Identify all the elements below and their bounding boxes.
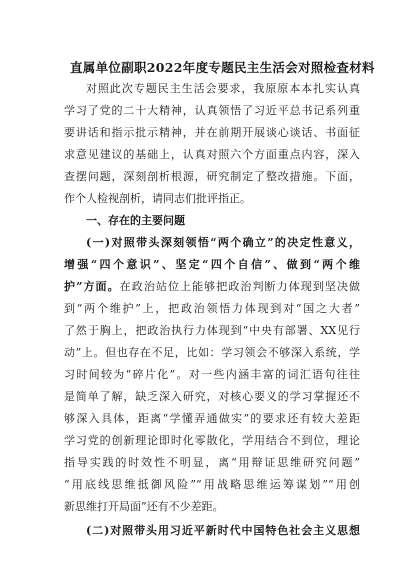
section-heading: 一、存在的主要问题 bbox=[86, 214, 185, 227]
intro-line: 要讲话和指示批示精神，并在前期开展谈心谈话、书面征 bbox=[64, 126, 360, 139]
body-line: 指导实践的时效性不明显，离“用辩证思维研究问题” bbox=[64, 456, 360, 469]
body-line: 新思维打开局面”还有不少差距。 bbox=[64, 500, 224, 513]
subsection-heading-line: 增强“四个意识”、坚定“四个自信”、做到“两个维 bbox=[64, 258, 360, 271]
intro-line: 查摆问题，深刻剖析根源，研究制定了整改措施。下面， bbox=[64, 170, 360, 183]
body-line: “用底线思维抵御风险”“用战略思维运筹谋划”“用创 bbox=[64, 478, 360, 491]
intro-line: 作个人检视剖析，请同志们批评指正。 bbox=[64, 192, 251, 205]
body-line: 习时间较为“碎片化”。对一些内涵丰富的词汇语句往往 bbox=[64, 368, 360, 381]
subsection-heading-line: (二)对照带头用习近平新时代中国特色社会主义思想 bbox=[86, 524, 360, 537]
document-title: 直属单位副职2022年度专题民主生活会对照检查材料 bbox=[70, 60, 375, 75]
intro-line: 学习了党的二十大精神，认真领悟了习近平总书记系列重 bbox=[64, 104, 360, 117]
subsection-heading-line: (一)对照带头深刻领悟“两个确立”的决定性意义， bbox=[86, 236, 360, 249]
intro-line: 对照此次专题民主生活会要求，我原原本本扎实认真 bbox=[86, 82, 360, 95]
body-line: 了然于胸上，把政治执行力体现到“中央有部署、XX见行 bbox=[64, 324, 360, 337]
body-line: 到“两个维护”上，把政治领悟力体现到对“国之大者” bbox=[64, 302, 360, 315]
body-line: 学习党的创新理论即时化零散化，学用结合不到位，理论 bbox=[64, 434, 360, 447]
body-line-start: 在政治站位上能够把政治判断力体现到坚决做 bbox=[119, 280, 361, 293]
subsection-mixed-line bbox=[64, 276, 360, 298]
intro-line: 求意见建议的基础上，认真对照六个方面重点内容，深入 bbox=[64, 148, 360, 161]
subsection-heading-tail: 护”方面。 bbox=[64, 280, 120, 293]
body-line: 是简单了解，缺乏深入研究，对核心要义的学习掌握还不 bbox=[64, 390, 360, 403]
body-line: 动”上。但也存在不足，比如：学习领会不够深入系统，学 bbox=[64, 346, 360, 359]
body-line: 够深入具体，距离“学懂弄通做实”的要求还有较大差距 bbox=[64, 412, 360, 425]
